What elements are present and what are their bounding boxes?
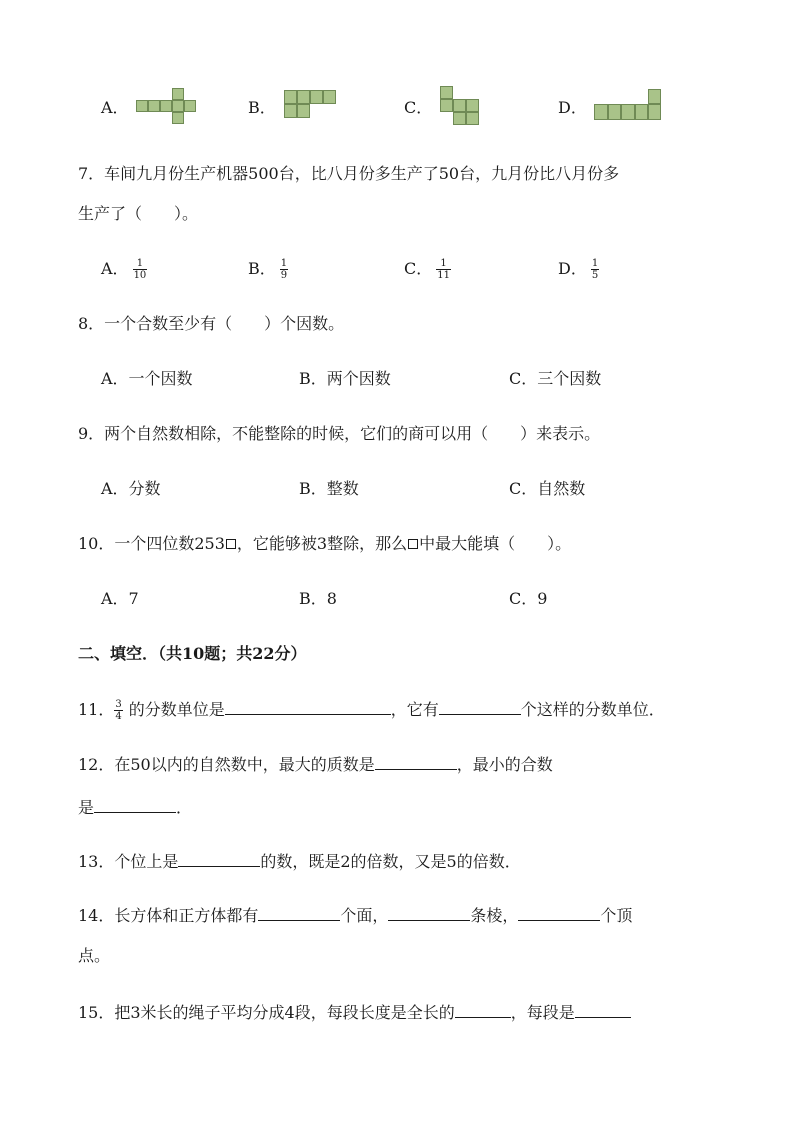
q10-text-a: 10．一个四位数253	[78, 534, 225, 553]
q7-text-line1: 7．车间九月份生产机器500台，比八月份多生产了50台，九月份比八月份多	[78, 164, 620, 183]
empty-box-icon	[408, 539, 418, 549]
q7-option-a-fraction: $\frac{1}{10}$	[133, 258, 147, 281]
q8-option-a: A．一个因数	[101, 369, 193, 388]
empty-box-icon	[226, 539, 236, 549]
q12-blank-1[interactable]	[375, 753, 457, 770]
q14-blank-3[interactable]	[518, 904, 600, 921]
q6-option-a-letter: A．	[101, 98, 129, 117]
q11-blank-1[interactable]	[225, 698, 391, 715]
q14-blank-2[interactable]	[388, 904, 470, 921]
q13-text	[78, 850, 521, 872]
q15-text	[78, 1001, 631, 1023]
q8-text: 8．一个合数至少有（ ）个因数。	[78, 314, 345, 333]
q15-text-b: ，每段是	[510, 1003, 575, 1022]
q7-option-b-fraction: $\frac{1}{9}$	[280, 258, 288, 281]
q14-text-line1	[78, 904, 632, 926]
q13-blank[interactable]	[178, 850, 260, 867]
q11-text-a: 的分数单位是	[128, 700, 225, 719]
q12-text-a: 12．在50以内的自然数中，最大的质数是	[78, 755, 375, 774]
q7-option-d	[558, 258, 599, 281]
q11-text-b: ，它有	[390, 700, 439, 719]
q7-option-b-letter: B．	[248, 259, 276, 278]
q6-option-d-letter: D．	[558, 98, 587, 117]
q6-option-b-cube-net	[284, 90, 336, 122]
section-2-title: 二、填空．（共10题；共22分）	[78, 644, 307, 663]
q14-text-c: 条棱，	[470, 906, 519, 925]
q7-option-a	[101, 258, 147, 281]
q10-text	[78, 534, 571, 554]
q12-blank-2[interactable]	[94, 796, 176, 813]
q12-text-c: 是	[78, 798, 95, 817]
q14-text-d: 个顶	[600, 906, 633, 925]
q15-blank-2[interactable]	[575, 1001, 631, 1018]
q7-option-c-letter: C．	[404, 259, 433, 278]
q10-option-b: B．8	[299, 589, 337, 608]
q8-option-b: B．两个因数	[299, 369, 391, 388]
q6-option-c-letter: C．	[404, 98, 433, 117]
q10-text-b: ，它能够被3整除，那么	[236, 534, 408, 553]
q14-text-a: 14．长方体和正方体都有	[78, 906, 259, 925]
q9-option-a: A．分数	[101, 479, 161, 498]
q13-text-a: 13．个位上是	[78, 852, 179, 871]
q6-option-c-cube-net	[440, 86, 478, 126]
q11-fraction: $\frac{3}{4}$	[115, 699, 122, 722]
q11-blank-2[interactable]	[439, 698, 521, 715]
q7-option-d-letter: D．	[558, 259, 587, 278]
q11-text	[78, 698, 665, 722]
q6-option-d-cube-net	[594, 89, 662, 121]
q7-option-c	[404, 258, 451, 281]
q10-option-c: C．9	[509, 589, 548, 608]
q10-text-c: 中最大能填（ ）。	[419, 534, 572, 553]
q14-text-line2: 点。	[78, 946, 111, 965]
q7-option-d-fraction: $\frac{1}{5}$	[591, 258, 599, 281]
q7-text-line2: 生产了（ ）。	[78, 204, 199, 223]
q13-text-b: 的数，既是2的倍数，又是5的倍数．	[260, 852, 521, 871]
q7-option-b	[248, 258, 288, 281]
q11-prefix: 11．	[78, 700, 115, 719]
q14-text-b: 个面，	[340, 906, 389, 925]
q6-option-a-cube-net	[136, 88, 196, 124]
q9-option-b: B．整数	[299, 479, 359, 498]
q12-text-line1	[78, 753, 553, 775]
q9-text: 9．两个自然数相除，不能整除的时候，它们的商可以用（ ）来表示。	[78, 424, 601, 443]
q12-text-line2	[78, 796, 192, 818]
q6-option-b-letter: B．	[248, 98, 276, 117]
q7-option-c-fraction: $\frac{1}{11}$	[437, 258, 450, 281]
q14-blank-1[interactable]	[258, 904, 340, 921]
q12-text-b: ，最小的合数	[456, 755, 553, 774]
q10-option-a: A．7	[101, 589, 139, 608]
q8-option-c: C．三个因数	[509, 369, 602, 388]
q15-blank-1[interactable]	[455, 1001, 511, 1018]
q12-text-d: ．	[176, 798, 193, 817]
q9-option-c: C．自然数	[509, 479, 586, 498]
q15-text-a: 15．把3米长的绳子平均分成4段，每段长度是全长的	[78, 1003, 455, 1022]
q11-text-c: 个这样的分数单位．	[520, 700, 665, 719]
q7-option-a-letter: A．	[101, 259, 129, 278]
